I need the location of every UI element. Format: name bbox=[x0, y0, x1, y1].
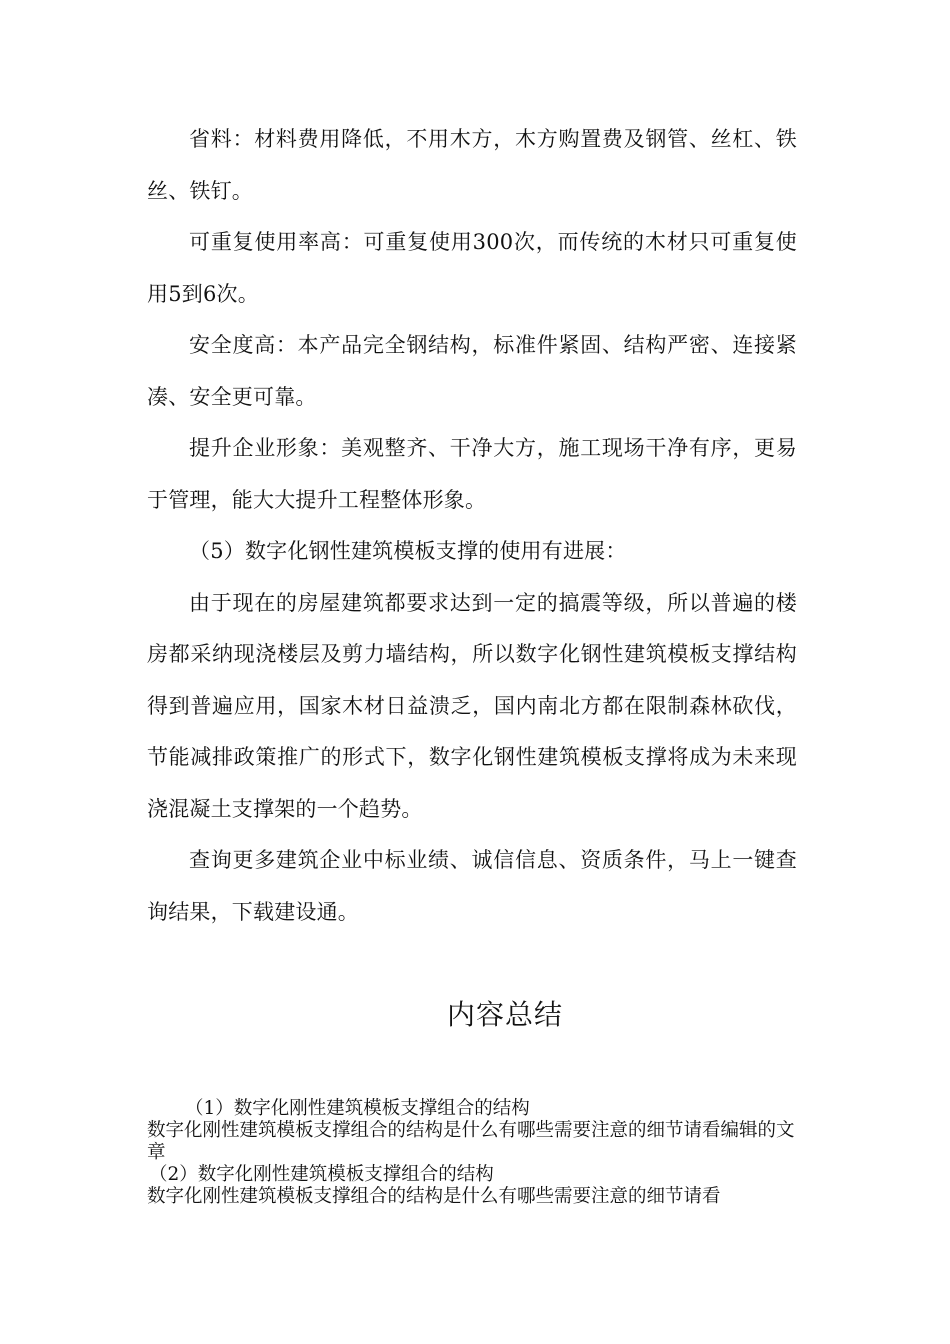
paragraph-material-saving: 省料：材料费用降低，不用木方，木方购置费及钢管、丝杠、铁丝、铁钉。 bbox=[147, 127, 797, 203]
paragraph-trend: 由于现在的房屋建筑都要求达到一定的搞震等级，所以普遍的楼房都采纳现浇楼层及剪力墙结构，所以数字化钢性建筑模板支撑结构得到普遍应用，国家木材日益溃乏，国内南北方都在限制森林砍伐，节能减排政策推广的形式下，数字化钢性建筑模板支撑将成为未来现浇混凝土支撑架的一个趋势。 bbox=[147, 590, 797, 821]
paragraph-corporate-image: 提升企业形象：美观整齐、干净大方，施工现场干净有序，更易于管理，能大大提升工程整体形象。 bbox=[147, 436, 797, 512]
summary-title: 内容总结 bbox=[446, 998, 563, 1031]
paragraph-reusability: 可重复使用率高：可重复使用300次，而传统的木材只可重复使用5到6次。 bbox=[147, 230, 797, 306]
body-text bbox=[147, 114, 797, 938]
section-heading-progress: （5）数字化钢性建筑模板支撑的使用有进展： bbox=[189, 539, 627, 563]
paragraph-query: 查询更多建筑企业中标业绩、诚信信息、资质条件，马上一键查询结果，下载建设通。 bbox=[147, 848, 797, 924]
summary-item-1-text: 数字化刚性建筑模板支撑组合的结构是什么有哪些需要注意的细节请看编辑的文章 bbox=[147, 1120, 795, 1163]
summary-section bbox=[147, 1098, 807, 1208]
summary-item-2-text: 数字化刚性建筑模板支撑组合的结构是什么有哪些需要注意的细节请看 bbox=[147, 1186, 721, 1207]
summary-item-1-heading: （1）数字化刚性建筑模板支撑组合的结构 bbox=[185, 1098, 530, 1119]
summary-item-2-heading: （2）数字化刚性建筑模板支撑组合的结构 bbox=[149, 1164, 494, 1185]
paragraph-safety: 安全度高：本产品完全钢结构，标准件紧固、结构严密、连接紧凑、安全更可靠。 bbox=[147, 333, 797, 409]
